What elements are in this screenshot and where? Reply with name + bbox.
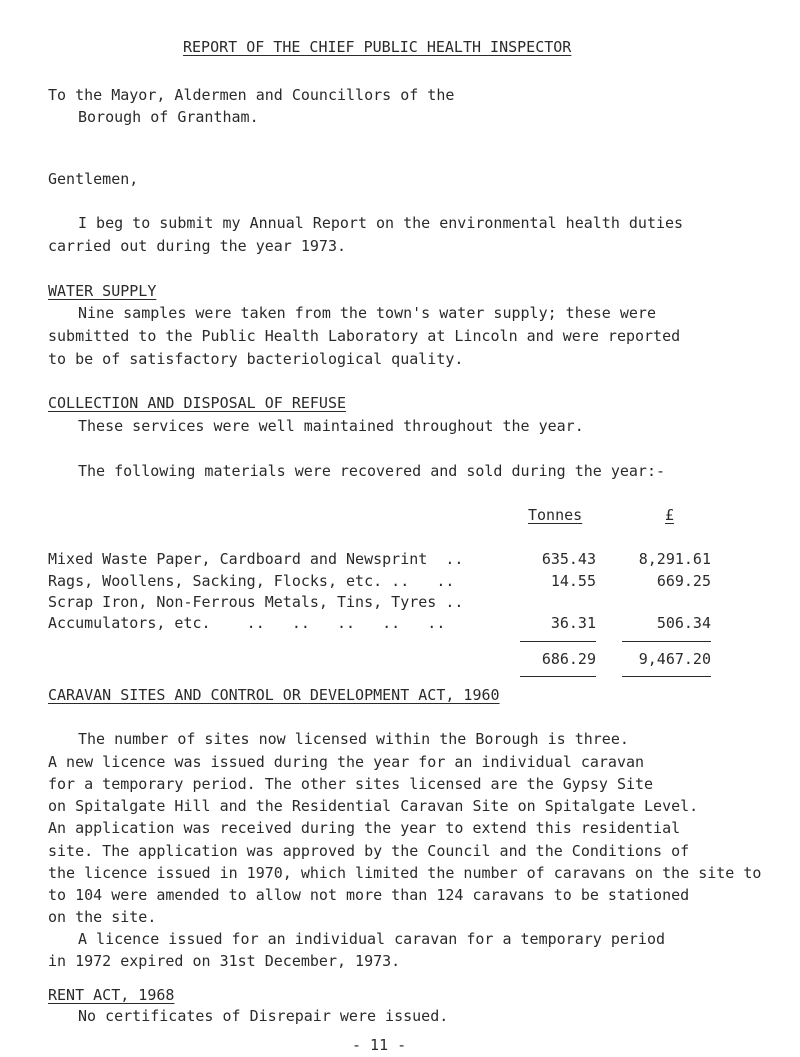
material-row-tonnes: 36.31: [550, 614, 596, 632]
material-row-label: Scrap Iron, Non-Ferrous Metals, Tins, Tyres ..: [48, 593, 464, 611]
caravan-para1-line: the licence issued in 1970, which limited the number of caravans on the site to: [48, 864, 762, 882]
refuse-heading: COLLECTION AND DISPOSAL OF REFUSE: [48, 394, 347, 412]
address-line-1: To the Mayor, Aldermen and Councillors of the: [48, 86, 455, 104]
material-row-label: Rags, Woollens, Sacking, Flocks, etc. .. ..: [48, 572, 455, 590]
pounds-total-rule: [622, 641, 711, 642]
intro-line-2: carried out during the year 1973.: [48, 237, 347, 255]
caravan-para1-line: to 104 were amended to allow not more than 124 caravans to be stationed: [48, 886, 690, 904]
report-title: REPORT OF THE CHIEF PUBLIC HEALTH INSPECTOR: [183, 38, 572, 56]
material-row-tonnes: 14.55: [550, 572, 596, 590]
material-row-pounds: 669.25: [656, 572, 711, 590]
material-row-pounds: 506.34: [656, 614, 711, 632]
address-line-2: Borough of Grantham.: [78, 108, 259, 126]
intro-line-1: I beg to submit my Annual Report on the environmental health duties: [78, 214, 684, 232]
caravan-para1-line: for a temporary period. The other sites licensed are the Gypsy Site: [48, 775, 654, 793]
material-row-tonnes: 635.43: [541, 550, 596, 568]
water-supply-line-2: submitted to the Public Health Laboratory at Lincoln and were reported: [48, 327, 681, 345]
material-row-pounds: 8,291.61: [638, 550, 711, 568]
caravan-para1-line: The number of sites now licensed within the Borough is three.: [78, 730, 629, 748]
rent-act-line: No certificates of Disrepair were issued.: [78, 1007, 449, 1025]
caravan-para2-line: A licence issued for an individual caravan for a temporary period: [78, 930, 665, 948]
page-number: - 11 -: [352, 1036, 407, 1054]
caravan-para1-line: on Spitalgate Hill and the Residential Caravan Site on Spitalgate Level.: [48, 797, 699, 815]
material-row-label: Accumulators, etc. .. .. .. .. ..: [48, 614, 446, 632]
tonnes-total-double-rule: [520, 676, 596, 677]
caravan-para1-line: A new licence was issued during the year for an individual caravan: [48, 753, 645, 771]
tonnes-total-rule: [520, 641, 596, 642]
water-supply-heading: WATER SUPPLY: [48, 282, 157, 300]
rent-act-heading: RENT ACT, 1968: [48, 986, 175, 1004]
tonnes-column-header: Tonnes: [528, 506, 583, 524]
pounds-column-header: £: [665, 506, 675, 524]
caravan-para2-line: in 1972 expired on 31st December, 1973.: [48, 952, 401, 970]
water-supply-line-1: Nine samples were taken from the town's water supply; these were: [78, 304, 656, 322]
refuse-line-2: The following materials were recovered and sold during the year:-: [78, 462, 665, 480]
caravan-para1-line: site. The application was approved by the Council and the Conditions of: [48, 842, 690, 860]
salutation: Gentlemen,: [48, 170, 139, 188]
caravan-heading: CARAVAN SITES AND CONTROL OR DEVELOPMENT ACT, 1960: [48, 686, 500, 704]
material-row-label: Mixed Waste Paper, Cardboard and Newsprint ..: [48, 550, 464, 568]
caravan-para1-line: An application was received during the year to extend this residential: [48, 819, 681, 837]
pounds-total: 9,467.20: [638, 650, 711, 668]
tonnes-total: 686.29: [541, 650, 596, 668]
caravan-para1-line: on the site.: [48, 908, 157, 926]
refuse-line-1: These services were well maintained throughout the year.: [78, 417, 584, 435]
water-supply-line-3: to be of satisfactory bacteriological quality.: [48, 350, 464, 368]
pounds-total-double-rule: [622, 676, 711, 677]
